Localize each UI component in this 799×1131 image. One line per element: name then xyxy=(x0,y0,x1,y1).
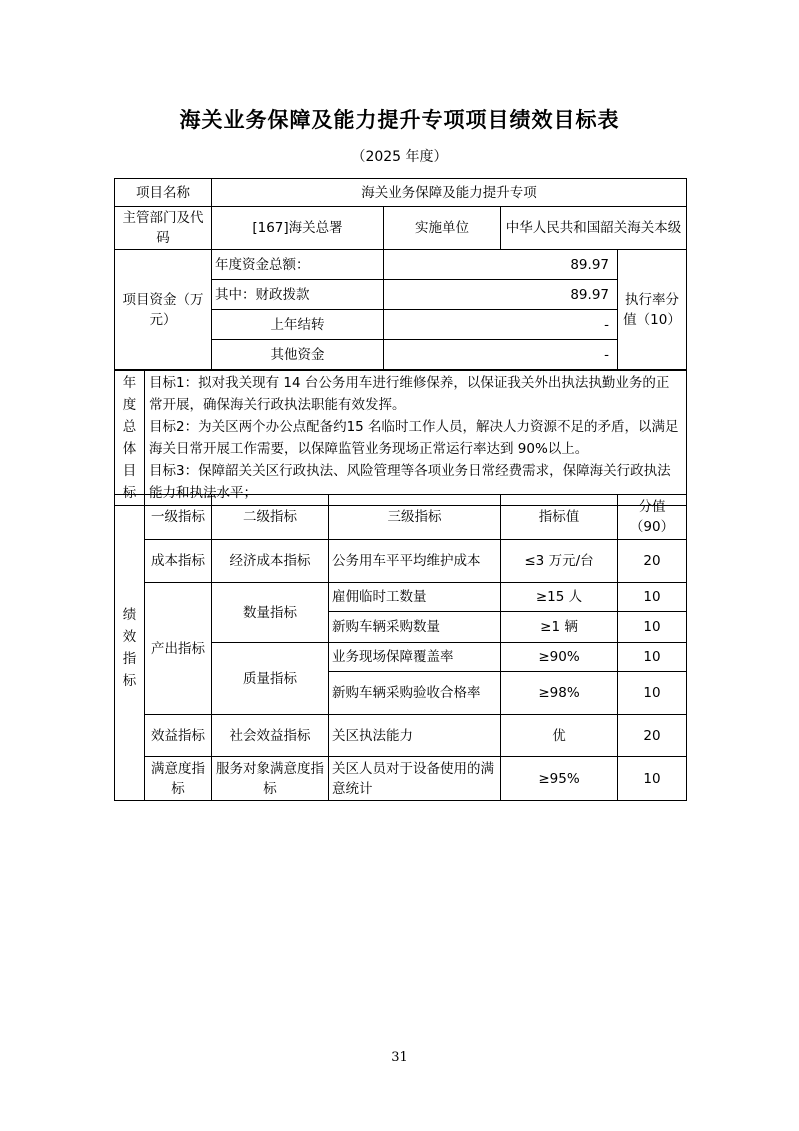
level1-output: 产出指标 xyxy=(145,583,212,715)
value-row-5: ≥98% xyxy=(501,672,618,715)
dept-label: 主管部门及代码 xyxy=(115,207,212,250)
header-level1: 一级指标 xyxy=(145,495,212,540)
score-row-5: 10 xyxy=(618,672,687,715)
goal-3: 目标3：保障韶关关区行政执法、风险管理等各项业务日常经费需求，保障海关行政执法能力和执法水平； xyxy=(149,463,671,501)
project-info-table xyxy=(114,178,687,370)
page-number: 31 xyxy=(391,1050,408,1065)
level1-cost: 成本指标 xyxy=(145,540,212,583)
level3-row-6: 关区执法能力 xyxy=(329,715,501,757)
funds-carryover-label: 上年结转 xyxy=(212,310,384,340)
level3-row-1: 公务用车平平均维护成本 xyxy=(329,540,501,583)
score-row-1: 20 xyxy=(618,540,687,583)
score-row-4: 10 xyxy=(618,643,687,672)
funds-total-value: 89.97 xyxy=(384,250,618,280)
funds-other-value: - xyxy=(384,340,618,370)
annual-goals-table xyxy=(114,370,687,506)
project-name-label: 项目名称 xyxy=(115,179,212,207)
goals-label-text: 年度总体目标 xyxy=(122,375,137,501)
level1-satisfaction: 满意度指标 xyxy=(145,757,212,801)
level3-row-5: 新购车辆采购验收合格率 xyxy=(329,672,501,715)
impl-label: 实施单位 xyxy=(384,207,501,250)
indicators-table xyxy=(114,494,687,801)
level2-quantity: 数量指标 xyxy=(212,583,329,643)
dept-value: [167]海关总署 xyxy=(212,207,384,250)
level2-quality: 质量指标 xyxy=(212,643,329,715)
funds-other-label: 其他资金 xyxy=(212,340,384,370)
value-row-6: 优 xyxy=(501,715,618,757)
funds-fiscal-value: 89.97 xyxy=(384,280,618,310)
score-row-2: 10 xyxy=(618,583,687,612)
goal-1: 目标1：拟对我关现有 14 台公务用车进行维修保养，以保证我关外出执法执勤业务的正常开展，确保海关行政执法职能有效发挥。 xyxy=(149,375,670,413)
level3-row-7: 关区人员对于设备使用的满意统计 xyxy=(329,757,501,801)
score-row-7: 10 xyxy=(618,757,687,801)
score-row-3: 10 xyxy=(618,612,687,643)
goals-label xyxy=(115,371,145,506)
document-subtitle: （2025 年度） xyxy=(351,149,448,165)
funds-carryover-value: - xyxy=(384,310,618,340)
header-value: 指标值 xyxy=(501,495,618,540)
indicators-label xyxy=(115,495,145,801)
project-name-value: 海关业务保障及能力提升专项 xyxy=(212,179,687,207)
indicators-label-text: 绩效指标 xyxy=(122,606,137,689)
value-row-7: ≥95% xyxy=(501,757,618,801)
document-title: 海关业务保障及能力提升专项项目绩效目标表 xyxy=(179,108,620,132)
level2-service-satisfaction: 服务对象满意度指标 xyxy=(212,757,329,801)
goals-content xyxy=(145,371,687,506)
header-level3: 三级指标 xyxy=(329,495,501,540)
score-row-6: 20 xyxy=(618,715,687,757)
exec-rate-label: 执行率分值（10） xyxy=(618,250,687,370)
goal-2: 目标2：为关区两个办公点配备约15 名临时工作人员，解决人力资源不足的矛盾，以满足海关日常开展工作需要，以保障监管业务现场正常运行率达到 90%以上。 xyxy=(149,419,679,457)
value-row-2: ≥15 人 xyxy=(501,583,618,612)
header-score: 分值（90） xyxy=(618,495,687,540)
impl-value: 中华人民共和国韶关海关本级 xyxy=(501,207,687,250)
value-row-3: ≥1 辆 xyxy=(501,612,618,643)
level2-social-benefit: 社会效益指标 xyxy=(212,715,329,757)
level2-economic-cost: 经济成本指标 xyxy=(212,540,329,583)
level3-row-2: 雇佣临时工数量 xyxy=(329,583,501,612)
level3-row-3: 新购车辆采购数量 xyxy=(329,612,501,643)
header-level2: 二级指标 xyxy=(212,495,329,540)
funds-fiscal-label: 其中：财政拨款 xyxy=(212,280,384,310)
value-row-4: ≥90% xyxy=(501,643,618,672)
funds-label: 项目资金（万元） xyxy=(115,250,212,370)
level3-row-4: 业务现场保障覆盖率 xyxy=(329,643,501,672)
level1-benefit: 效益指标 xyxy=(145,715,212,757)
value-row-1: ≤3 万元/台 xyxy=(501,540,618,583)
funds-total-label: 年度资金总额： xyxy=(212,250,384,280)
